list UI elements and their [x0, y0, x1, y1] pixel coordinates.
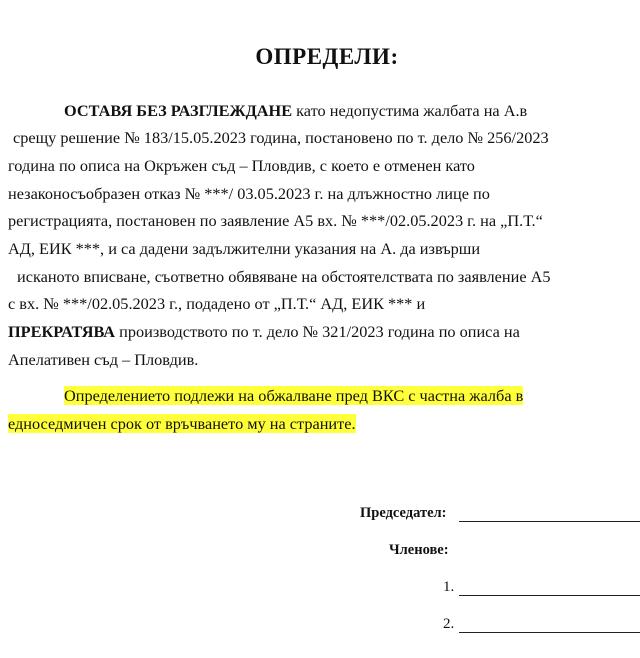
- document-heading: ОПРЕДЕЛИ:: [255, 44, 399, 69]
- member-1-signature-line: [459, 595, 640, 596]
- member-number-2: 2.: [443, 616, 455, 632]
- members-label: Членове:: [389, 542, 449, 558]
- body-line-text: производството по т. дело № 321/2023 година по описа на: [115, 322, 520, 341]
- body-line-9: [8, 322, 520, 342]
- chairman-signature-line: [459, 521, 640, 522]
- body-line-5: регистрацията, постановен по заявление А5 вх. № ***/02.05.2023 г. на „П.Т.“: [8, 211, 543, 230]
- body-line-7: исканото вписване, съответно обявяване на обстоятелствата по заявление А5: [17, 267, 551, 286]
- highlighted-text: Определението подлежи на обжалване пред ВКС с частна жалба в: [64, 386, 524, 405]
- body-line-4: незаконосъобразен отказ № ***/ 03.05.2023 г. на длъжностно лице по: [8, 184, 490, 203]
- body-line-3: година по описа на Окръжен съд – Пловдив, с което е отменен като: [8, 156, 475, 175]
- ruling-keyword: ПРЕКРАТЯВА: [8, 322, 116, 341]
- highlighted-text: едноседмичен срок от връчването му на страните.: [8, 414, 356, 433]
- body-line-2: срещу решение № 183/15.05.2023 година, постановено по т. дело № 256/2023: [13, 128, 549, 147]
- body-line-1: [64, 101, 527, 121]
- ruling-keyword: ОСТАВЯ БЕЗ РАЗГЛЕЖДАНЕ: [64, 101, 293, 120]
- body-line-8: с вх. № ***/02.05.2023 г., подадено от „П.Т.“ АД, ЕИК *** и: [8, 294, 426, 313]
- chairman-label: Председател:: [360, 505, 447, 521]
- appeal-line-1: [64, 386, 523, 406]
- body-line-6: АД, ЕИК ***, и са дадени задължителни указания на А. да извърши: [8, 239, 481, 258]
- body-line-text: като недопустима жалбата на А.в: [292, 101, 528, 120]
- body-line-10: Апелативен съд – Пловдив.: [8, 350, 199, 369]
- appeal-line-2: [8, 414, 356, 434]
- member-2-signature-line: [459, 632, 640, 633]
- member-number-1: 1.: [443, 579, 455, 595]
